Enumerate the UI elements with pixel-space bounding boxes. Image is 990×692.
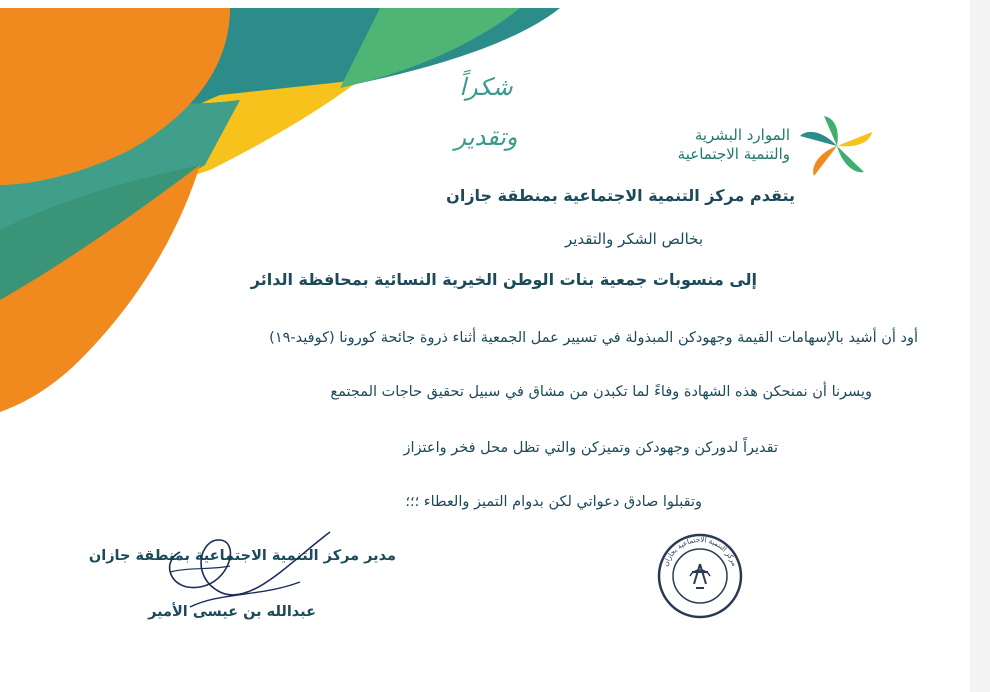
thanks-line: بخالص الشكر والتقدير — [564, 230, 703, 248]
thanks-calligraphy: شكراً وتقدير — [454, 73, 518, 151]
body-line-1: أود أن أشيد بالإسهامات القيمة وجهودكن المبذولة في تسيير عمل الجمعية أثناء ذروة جائحة كورونا (كوفيد-١٩) — [269, 330, 918, 346]
official-stamp — [656, 532, 744, 620]
body-line-2: ويسرنا أن نمنحكن هذه الشهادة وفاءً لما تكبدن من مشاق في سبيل تحقيق حاجات المجتمع — [330, 384, 872, 400]
presenter-line: يتقدم مركز التنمية الاجتماعية بمنطقة جازان — [446, 186, 795, 205]
stamp-text: مركز التنمية الاجتماعية بجازان — [661, 535, 739, 568]
body-line-4: وتقبلوا صادق دعواتي لكن بدوام التميز والعطاء ؛؛؛ — [405, 494, 702, 510]
logo-line-1: الموارد البشرية — [694, 126, 790, 144]
handwritten-signature — [150, 522, 340, 622]
signatory-name: عبدالله بن عيسى الأمير — [148, 604, 316, 620]
page-edge-strip — [970, 0, 990, 692]
ministry-logo-star-icon — [794, 110, 880, 182]
body-line-3: تقديراً لدوركن وجهودكن وتميزكن والتي تظل محل فخر واعتزاز — [403, 440, 778, 456]
recipient-line: إلى منسوبات جمعية بنات الوطن الخيرية النسائية بمحافظة الدائر — [250, 270, 757, 289]
signatory-title: مدير مركز التنمية الاجتماعية بمنطقة جازان — [88, 548, 396, 564]
logo-line-2: والتنمية الاجتماعية — [677, 145, 790, 163]
svg-text:مركز التنمية الاجتماعية بجازان — [662, 536, 739, 568]
ministry-logo-text — [642, 126, 790, 164]
